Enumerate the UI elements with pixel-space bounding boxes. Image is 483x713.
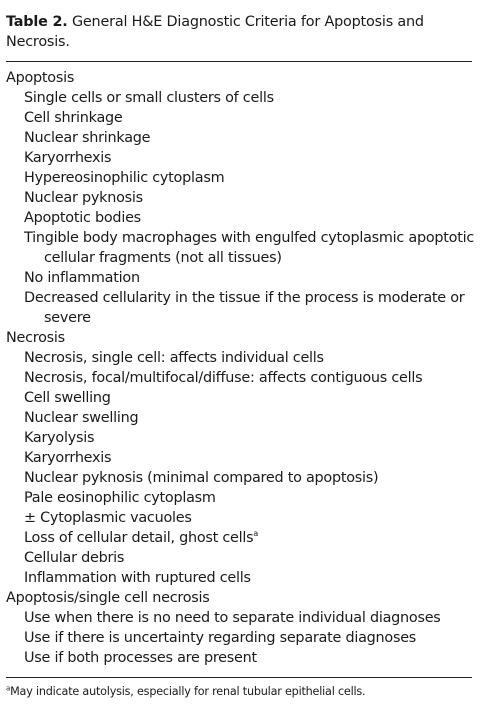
bottom-rule — [6, 677, 472, 678]
criterion-item — [6, 548, 474, 568]
criterion-item — [6, 608, 474, 628]
criterion-text: Necrosis, focal/multifocal/diffuse: affects contiguous cells — [24, 370, 423, 386]
criterion-text: Cellular debris — [24, 550, 125, 566]
criterion-text: Single cells or small clusters of cells — [24, 90, 274, 106]
criterion-item — [6, 88, 474, 108]
criterion-item — [6, 388, 474, 408]
criterion-item — [6, 408, 474, 428]
criterion-item — [6, 468, 474, 488]
criterion-item — [6, 128, 474, 148]
criterion-item — [6, 508, 474, 528]
criterion-item — [6, 268, 474, 288]
criterion-text: No inflammation — [24, 270, 140, 286]
top-rule — [6, 61, 472, 62]
criterion-item — [6, 528, 474, 548]
criterion-continuation — [6, 248, 474, 268]
criterion-text: Necrosis, single cell: affects individual cells — [24, 350, 324, 366]
criterion-text: Hypereosinophilic cytoplasm — [24, 170, 225, 186]
section-title: Apoptosis/single cell necrosis — [6, 590, 210, 606]
section-title: Necrosis — [6, 330, 65, 346]
criterion-item — [6, 228, 474, 248]
criterion-item — [6, 488, 474, 508]
criterion-text: Karyorrhexis — [24, 150, 112, 166]
criterion-item — [6, 628, 474, 648]
criterion-item — [6, 168, 474, 188]
criterion-item — [6, 428, 474, 448]
criterion-text: Nuclear pyknosis (minimal compared to apoptosis) — [24, 470, 379, 486]
criterion-text: Nuclear pyknosis — [24, 190, 143, 206]
criterion-item — [6, 108, 474, 128]
criterion-item — [6, 188, 474, 208]
criterion-text: Nuclear swelling — [24, 410, 139, 426]
footnote-reference: a — [253, 529, 259, 539]
table-title-line-1: General H&E Diagnostic Criteria for Apoptosis and — [71, 14, 424, 30]
table-label: Table 2. — [6, 14, 68, 30]
criterion-text: Nuclear shrinkage — [24, 130, 151, 146]
criterion-text: Karyorrhexis — [24, 450, 112, 466]
section-title: Apoptosis — [6, 70, 75, 86]
criterion-item — [6, 568, 474, 588]
table-title-line-2: Necrosis. — [6, 34, 70, 50]
table-body — [6, 68, 474, 668]
footnote-text: May indicate autolysis, especially for renal tubular epithelial cells. — [10, 685, 366, 698]
criterion-item — [6, 208, 474, 228]
criterion-text: Loss of cellular detail, ghost cells — [24, 530, 254, 546]
criterion-text: Tingible body macrophages with engulfed cytoplasmic apoptotic — [24, 230, 475, 246]
table-footnote — [6, 684, 476, 700]
criterion-text: Decreased cellularity in the tissue if the process is moderate or — [24, 290, 465, 306]
criterion-item — [6, 288, 474, 308]
criterion-item — [6, 368, 474, 388]
criterion-text: cellular fragments (not all tissues) — [44, 250, 282, 266]
criterion-text: Pale eosinophilic cytoplasm — [24, 490, 216, 506]
criterion-text: Use if both processes are present — [24, 650, 257, 666]
criterion-item — [6, 348, 474, 368]
criterion-text: Use if there is uncertainty regarding separate diagnoses — [24, 630, 417, 646]
criterion-text: Cell shrinkage — [24, 110, 123, 126]
criterion-text: ± Cytoplasmic vacuoles — [24, 510, 192, 526]
table-caption — [6, 12, 472, 52]
criterion-text: Apoptotic bodies — [24, 210, 141, 226]
criterion-text: Karyolysis — [24, 430, 95, 446]
criterion-text: severe — [44, 310, 91, 326]
criterion-item — [6, 448, 474, 468]
criterion-text: Inflammation with ruptured cells — [24, 570, 251, 586]
criterion-continuation — [6, 308, 474, 328]
criterion-item — [6, 648, 474, 668]
criterion-item — [6, 148, 474, 168]
footnote-marker: a — [6, 684, 11, 693]
criterion-text: Cell swelling — [24, 390, 111, 406]
criterion-text: Use when there is no need to separate individual diagnoses — [24, 610, 441, 626]
